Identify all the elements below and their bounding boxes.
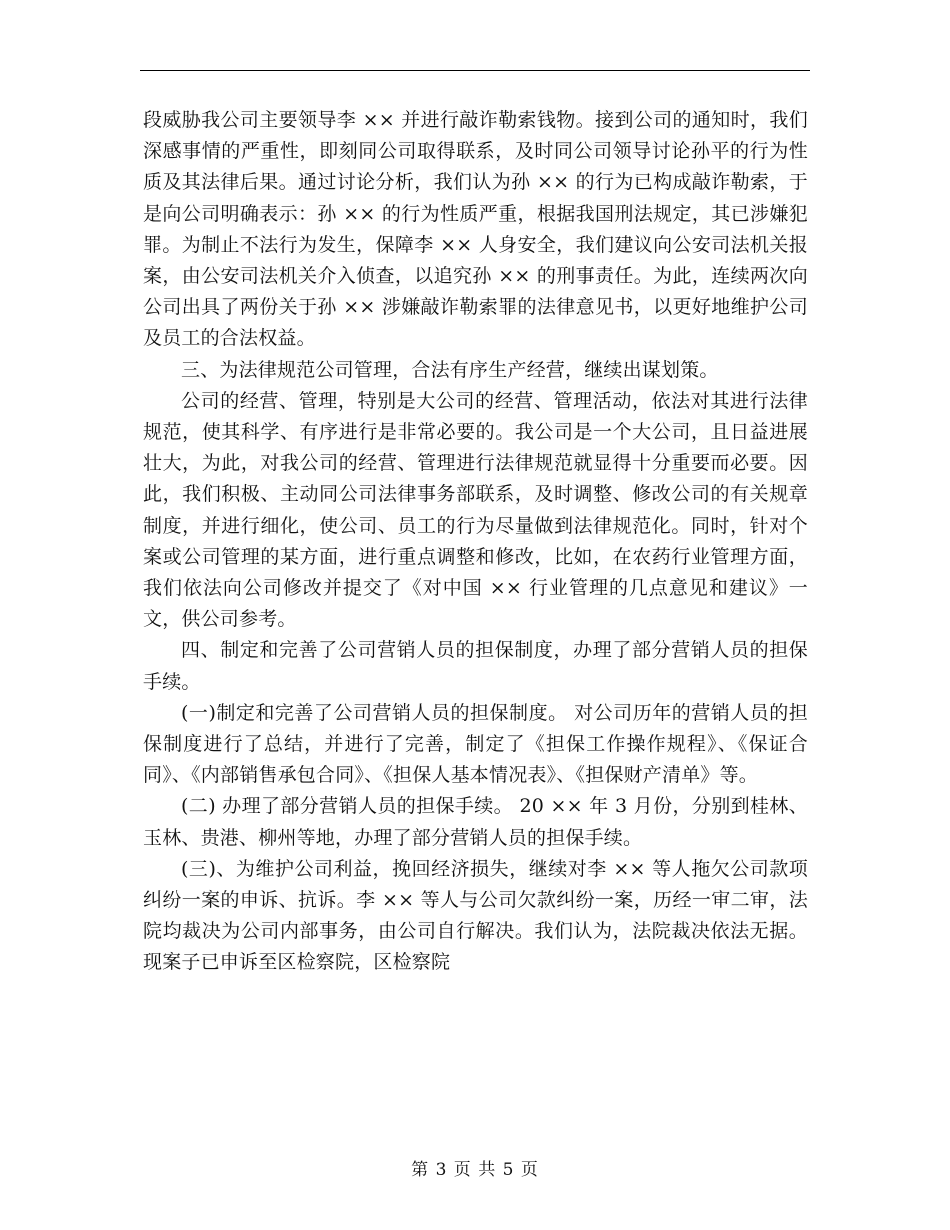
header-rule [140,70,810,71]
document-body [143,105,808,979]
paragraph-management: 公司的经营、管理，特别是大公司的经营、管理活动，依法对其进行法律规范，使其科学、有序进行是非常必要的。我公司是一个大公司，且日益进展壮大，为此，对我公司的经营、管理进行法律规范就显得十分重要而必要。因此，我们积极、主动同公司法律事务部联系，及时调整、修改公司的有关规章制度，并进行细化，使公司、员工的行为尽量做到法律规范化。同时，针对个案或公司管理的某方面，进行重点调整和修改，比如，在农药行业管理方面，我们依法向公司修改并提交了《对中国 ×× 行业管理的几点意见和建议》一文，供公司参考。 [143,389,808,631]
section-heading-4: 四、制定和完善了公司营销人员的担保制度，办理了部分营销人员的担保手续。 [143,639,808,693]
subsection-3: (三)、为维护公司利益，挽回经济损失，继续对李 ×× 等人拖欠公司款项纠纷一案的申诉、抗诉。李 ×× 等人与公司欠款纠纷一案，历经一审二审，法院均裁决为公司内部事务，由公司自行解决。我们认为，法院裁决依法无据。现案子已申诉至区检察院，区检察院 [143,857,808,974]
page-number: 第 3 页 共 5 页 [411,1160,539,1180]
section-heading-3: 三、为法律规范公司管理，合法有序生产经营，继续出谋划策。 [181,358,719,381]
subsection-1: (一)制定和完善了公司营销人员的担保制度。 对公司历年的营销人员的担保制度进行了总结，并进行了完善，制定了《担保工作操作规程》、《保证合同》、《内部销售承包合同》、《担保人基本情况表》、《担保财产清单》等。 [143,701,808,787]
paragraph-continuation: 段威胁我公司主要领导李 ×× 并进行敲诈勒索钱物。接到公司的通知时，我们深感事情的严重性，即刻同公司取得联系，及时同公司领导讨论孙平的行为性质及其法律后果。通过讨论分析，我们认为孙 ×× 的行为已构成敲诈勒索，于是向公司明确表示：孙 ×× 的行为性质严重，根据我国刑法规定，其已涉嫌犯罪。为制止不法行为发生，保障李 ×× 人身安全，我们建议向公安司法机关报案，由公安司法机关介入侦查，以追究孙 ×× 的刑事责任。为此，连续两次向公司出具了两份关于孙 ×× 涉嫌敲诈勒索罪的法律意见书，以更好地维护公司及员工的合法权益。 [143,109,808,350]
subsection-2: (二) 办理了部分营销人员的担保手续。 20 ×× 年 3 月份，分别到桂林、玉林、贵港、柳州等地，办理了部分营销人员的担保手续。 [143,795,808,849]
